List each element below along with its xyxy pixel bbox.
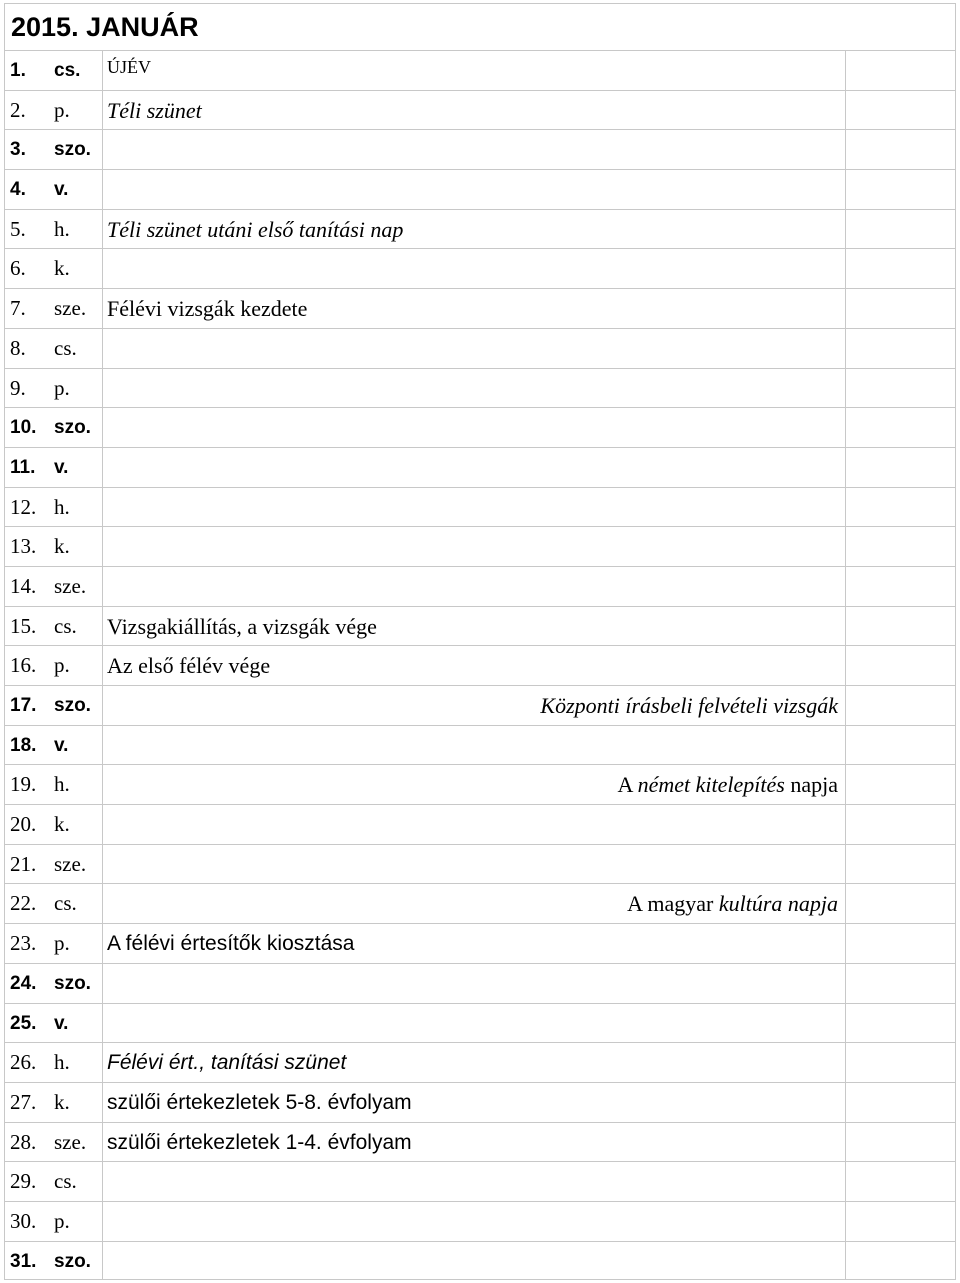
day-number: 1. — [10, 60, 26, 81]
table-row — [5, 726, 955, 766]
day-number: 28. — [10, 1129, 37, 1154]
event-label — [617, 765, 838, 804]
table-row — [5, 329, 955, 369]
day-number: 31. — [10, 1250, 37, 1272]
table-row — [5, 686, 955, 726]
day-number: 9. — [10, 375, 26, 400]
column-divider — [845, 51, 846, 1279]
day-number: 21. — [10, 851, 37, 876]
weekday-abbrev: p. — [54, 1208, 70, 1233]
table-row — [5, 567, 955, 607]
weekday-abbrev: v. — [54, 734, 69, 756]
table-row — [5, 805, 955, 845]
table-row — [5, 765, 955, 805]
event-label: Téli szünet utáni első tanítási nap — [107, 216, 404, 242]
day-number: 24. — [10, 972, 37, 994]
day-number: 3. — [10, 139, 26, 161]
day-number: 5. — [10, 216, 26, 241]
table-row — [5, 607, 955, 647]
event-text-part: kultúra napja — [718, 891, 838, 917]
day-number: 13. — [10, 534, 37, 559]
day-number: 14. — [10, 573, 37, 598]
day-number: 8. — [10, 335, 26, 360]
event-text-part: A — [617, 772, 638, 798]
weekday-abbrev: h. — [54, 772, 70, 797]
table-row — [5, 1043, 955, 1083]
weekday-abbrev: cs. — [54, 60, 81, 81]
table-row — [5, 646, 955, 686]
weekday-abbrev: szo. — [54, 417, 91, 439]
weekday-abbrev: cs. — [54, 1169, 77, 1194]
event-text-part: napja — [784, 772, 838, 798]
day-number: 11. — [10, 456, 36, 478]
table-row — [5, 170, 955, 210]
weekday-abbrev: v. — [54, 456, 69, 478]
event-label: Téli szünet — [107, 97, 202, 123]
day-number: 17. — [10, 695, 37, 716]
day-number: 15. — [10, 613, 37, 638]
weekday-abbrev: p. — [54, 97, 70, 122]
event-label: ÚJÉV — [107, 57, 151, 77]
day-number: 19. — [10, 772, 37, 797]
weekday-abbrev: cs. — [54, 613, 77, 638]
weekday-abbrev: szo. — [54, 695, 91, 716]
table-row — [5, 91, 955, 131]
weekday-abbrev: szo. — [54, 972, 91, 994]
day-number: 2. — [10, 97, 26, 122]
event-text-part: A magyar — [627, 891, 719, 917]
day-number: 20. — [10, 812, 37, 837]
day-number: 4. — [10, 179, 26, 201]
table-row — [5, 408, 955, 448]
table-row — [5, 845, 955, 885]
weekday-abbrev: v. — [54, 1012, 69, 1034]
day-number: 27. — [10, 1089, 37, 1114]
column-divider — [102, 51, 103, 1279]
day-number: 29. — [10, 1169, 37, 1194]
weekday-abbrev: p. — [54, 375, 70, 400]
calendar-table — [4, 3, 956, 1280]
weekday-abbrev: h. — [54, 1050, 70, 1075]
day-rows — [5, 51, 955, 1281]
event-label: Félévi vizsgák kezdete — [107, 296, 308, 322]
table-row — [5, 1123, 955, 1163]
event-label: Központi írásbeli felvételi vizsgák — [540, 693, 838, 718]
table-row — [5, 1162, 955, 1202]
weekday-abbrev: h. — [54, 216, 70, 241]
day-number: 22. — [10, 891, 37, 916]
event-label: Félévi ért., tanítási szünet — [107, 1051, 347, 1075]
weekday-abbrev: k. — [54, 1089, 70, 1114]
weekday-abbrev: h. — [54, 494, 70, 519]
event-label: szülői értekezletek 5-8. évfolyam — [107, 1090, 412, 1114]
weekday-abbrev: sze. — [54, 573, 87, 598]
weekday-abbrev: sze. — [54, 851, 87, 876]
event-text-part: német kitelepítés — [637, 772, 785, 798]
weekday-abbrev: k. — [54, 534, 70, 559]
day-number: 18. — [10, 734, 37, 756]
event-label: Vizsgakiállítás, a vizsgák vége — [107, 613, 377, 639]
table-row — [5, 1202, 955, 1242]
weekday-abbrev: k. — [54, 256, 70, 281]
table-row — [5, 448, 955, 488]
day-number: 26. — [10, 1050, 37, 1075]
table-row — [5, 289, 955, 329]
weekday-abbrev: szo. — [54, 139, 91, 161]
table-row — [5, 1083, 955, 1123]
table-row — [5, 964, 955, 1004]
weekday-abbrev: sze. — [54, 296, 87, 321]
day-number: 10. — [10, 417, 37, 439]
day-number: 30. — [10, 1208, 37, 1233]
weekday-abbrev: szo. — [54, 1250, 91, 1272]
event-label: szülői értekezletek 1-4. évfolyam — [107, 1130, 412, 1154]
table-row — [5, 527, 955, 567]
table-row — [5, 924, 955, 964]
weekday-abbrev: p. — [54, 931, 70, 956]
table-row — [5, 51, 955, 91]
table-row — [5, 369, 955, 409]
event-label: A félévi értesítők kiosztása — [107, 932, 355, 956]
day-number: 12. — [10, 494, 37, 519]
weekday-abbrev: cs. — [54, 335, 77, 360]
table-row — [5, 1004, 955, 1044]
event-label: Az első félév vége — [107, 653, 271, 679]
weekday-abbrev: p. — [54, 653, 70, 678]
table-row — [5, 249, 955, 289]
table-row — [5, 130, 955, 170]
table-row — [5, 1242, 955, 1282]
day-number: 6. — [10, 256, 26, 281]
weekday-abbrev: sze. — [54, 1129, 87, 1154]
weekday-abbrev: k. — [54, 812, 70, 837]
day-number: 16. — [10, 653, 37, 678]
table-row — [5, 884, 955, 924]
table-row — [5, 210, 955, 250]
event-label — [627, 884, 838, 923]
weekday-abbrev: v. — [54, 179, 69, 201]
month-title: 2015. JANUÁR — [5, 4, 955, 51]
day-number: 7. — [10, 296, 26, 321]
day-number: 25. — [10, 1012, 37, 1034]
weekday-abbrev: cs. — [54, 891, 77, 916]
table-row — [5, 488, 955, 528]
day-number: 23. — [10, 931, 37, 956]
